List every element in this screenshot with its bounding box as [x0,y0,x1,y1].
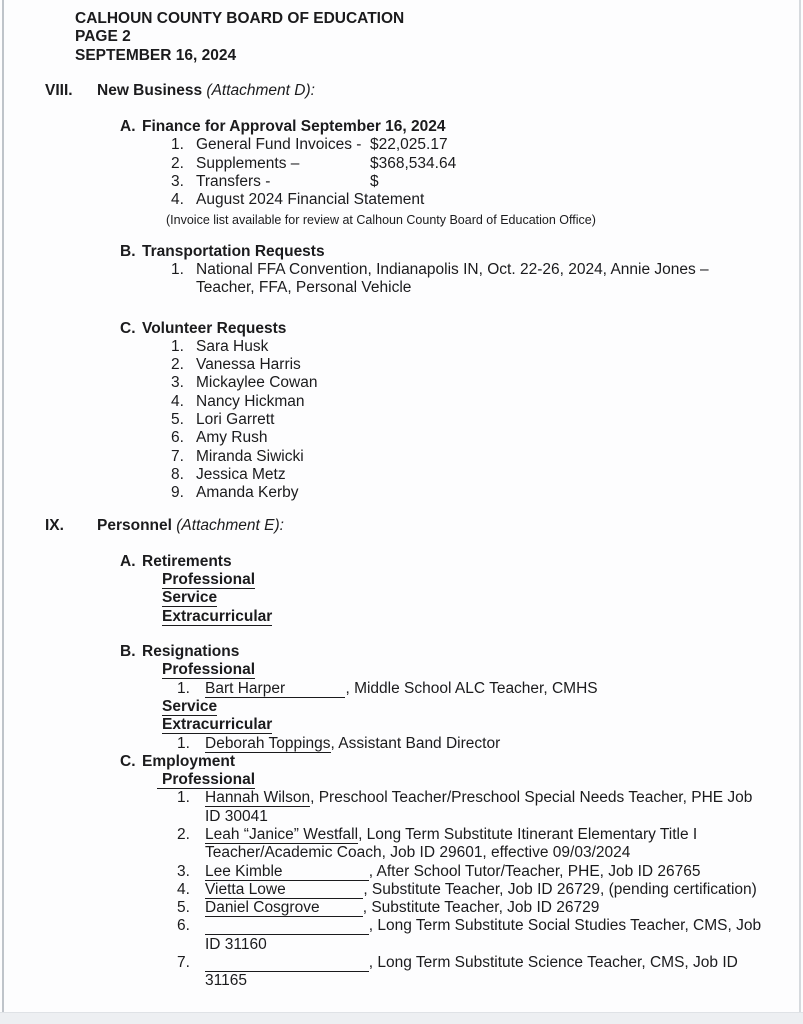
letter-mark: B. [120,242,136,260]
volunteer-item [171,466,763,484]
finance-item [171,191,763,209]
category-label-extracurricular: Extracurricular [162,607,273,625]
volunteer-item [171,374,763,392]
finance-item [171,136,763,154]
letter-mark: A. [120,118,136,136]
finance-item-amount: $ [370,173,379,191]
employment-title: Employment [142,752,236,770]
section-personnel-heading [45,517,763,535]
item-detail: , Long Term Substitute Science Teacher, CMS, Job ID 31165 [205,954,738,990]
header-page-number: PAGE 2 [75,28,131,46]
employment-item [177,863,763,881]
item-number: 4. [171,191,184,209]
employment-item [177,954,763,991]
transportation-item-text: National FFA Convention, Indianapolis IN, Oct. 22-26, 2024, Annie Jones – Teacher, FFA, Personal Vehicle [196,260,709,297]
finance-heading [120,118,763,136]
volunteer-name: Lori Garrett [196,411,275,429]
item-number: 1. [177,789,190,807]
employment-item [177,917,763,954]
employment-item [177,789,763,826]
volunteer-name: Jessica Metz [196,465,286,483]
letter-mark: B. [120,643,136,661]
item-number: 4. [177,880,190,898]
item-number: 1. [171,337,184,355]
volunteer-name: Nancy Hickman [196,392,305,410]
item-number: 1. [177,734,190,752]
person-name: Deborah Toppings [205,734,331,752]
signature-blank [285,680,345,697]
item-number: 2. [177,825,190,843]
volunteer-name: Amanda Kerby [196,484,299,502]
volunteer-item [171,338,763,356]
volunteer-name: Vanessa Harris [196,356,301,374]
finance-title: Finance for Approval September 16, 2024 [142,118,446,136]
photo-edge-bottom [0,1012,803,1024]
section-numeral: IX. [45,516,64,534]
volunteer-name: Amy Rush [196,429,268,447]
item-number: 8. [171,465,184,483]
letter-mark: C. [120,752,136,770]
document-body [45,10,763,991]
person-name: Lee Kimble [205,862,283,880]
item-detail: , Long Term Substitute Itinerant Elementary Title I Teacher/Academic Coach, Job ID 29601, effective 09/03/2024 [205,825,698,862]
item-detail: , Middle School ALC Teacher, CMHS [345,679,598,697]
photo-edge-left [2,0,4,1024]
signature-blank [205,954,369,971]
item-detail: , After School Tutor/Teacher, PHE, Job ID 26765 [368,862,701,880]
item-number: 3. [171,173,184,191]
employment-item [177,899,763,917]
item-number: 3. [171,374,184,392]
header-organization: CALHOUN COUNTY BOARD OF EDUCATION [75,10,405,27]
item-number: 6. [171,429,184,447]
item-number: 1. [171,260,184,278]
resignation-item [177,735,763,753]
section-numeral: VIII. [45,81,73,99]
section-new-business-heading [45,82,763,100]
employment-item [177,826,763,863]
category-label-service: Service [162,697,218,715]
item-number: 5. [177,899,190,917]
item-number: 4. [171,392,184,410]
volunteer-item [171,411,763,429]
attachment-note: (Attachment E): [176,516,284,534]
resignations-heading [120,643,763,661]
section-title: Personnel [97,516,172,534]
volunteer-name: Sara Husk [196,337,269,355]
resignation-item [177,680,763,698]
person-name: Leah “Janice” Westfall [205,825,359,843]
finance-item-amount: $368,534.64 [370,154,457,172]
transportation-heading [120,243,763,261]
volunteer-item [171,448,763,466]
signature-blank [286,881,364,898]
item-number: 2. [171,356,184,374]
volunteer-name: Mickaylee Cowan [196,374,318,392]
finance-item-label: August 2024 Financial Statement [196,191,425,209]
volunteer-item [171,429,763,447]
letter-mark: C. [120,319,136,337]
person-name: Daniel Cosgrove [205,899,320,917]
photo-edge-right [799,0,801,1024]
section-title-wrap [97,82,315,100]
employment-item [177,881,763,899]
finance-item-label: Transfers - [196,173,271,191]
resignations-title: Resignations [142,643,240,661]
item-number: 2. [171,154,184,172]
item-number: 6. [177,917,190,935]
item-detail: , Substitute Teacher, Job ID 26729 [362,899,600,917]
item-number: 1. [171,136,184,154]
item-number: 3. [177,862,190,880]
category-label-professional: Professional [162,661,256,679]
item-detail: , Preschool Teacher/Preschool Special Needs Teacher, PHE Job ID 30041 [205,789,753,825]
employment-heading [120,753,763,771]
page-header [75,10,763,65]
item-detail: , Long Term Substitute Social Studies Teacher, CMS, Job ID 31160 [205,917,762,953]
signature-blank [283,863,369,880]
item-number: 9. [171,484,184,502]
item-detail: , Substitute Teacher, Job ID 26729, (pending certification) [363,880,757,898]
volunteers-title: Volunteer Requests [142,319,287,337]
volunteers-heading [120,320,763,338]
section-title-wrap [97,517,284,535]
person-name: Hannah Wilson [205,789,311,807]
finance-item-amount: $22,025.17 [370,136,448,154]
letter-mark: A. [120,552,136,570]
signature-blank [205,917,369,934]
finance-item-label: Supplements – [196,154,300,172]
transportation-item [171,261,763,298]
header-date: SEPTEMBER 16, 2024 [75,46,237,64]
volunteer-item [171,393,763,411]
item-number: 7. [171,447,184,465]
volunteer-item [171,484,763,502]
invoice-note: (Invoice list available for review at Calhoun County Board of Education Office) [166,212,596,227]
finance-item [171,155,763,173]
volunteer-item [171,356,763,374]
finance-item [171,173,763,191]
retirements-heading [120,553,763,571]
signature-blank [320,899,363,916]
person-name: Bart Harper [205,679,286,697]
item-number: 7. [177,954,190,972]
attachment-note: (Attachment D): [206,81,315,99]
category-label-professional: Professional [162,571,256,589]
category-label-professional: Professional [157,771,255,789]
person-name: Vietta Lowe [205,880,286,898]
retirements-title: Retirements [142,552,232,570]
section-title: New Business [97,81,203,99]
category-label-service: Service [162,589,218,607]
item-number: 1. [177,679,190,697]
volunteer-name: Miranda Siwicki [196,447,304,465]
item-detail: , Assistant Band Director [330,734,501,752]
item-number: 5. [171,411,184,429]
finance-item-label: General Fund Invoices - [196,136,362,154]
transportation-title: Transportation Requests [142,242,325,260]
category-label-extracurricular: Extracurricular [162,716,273,734]
